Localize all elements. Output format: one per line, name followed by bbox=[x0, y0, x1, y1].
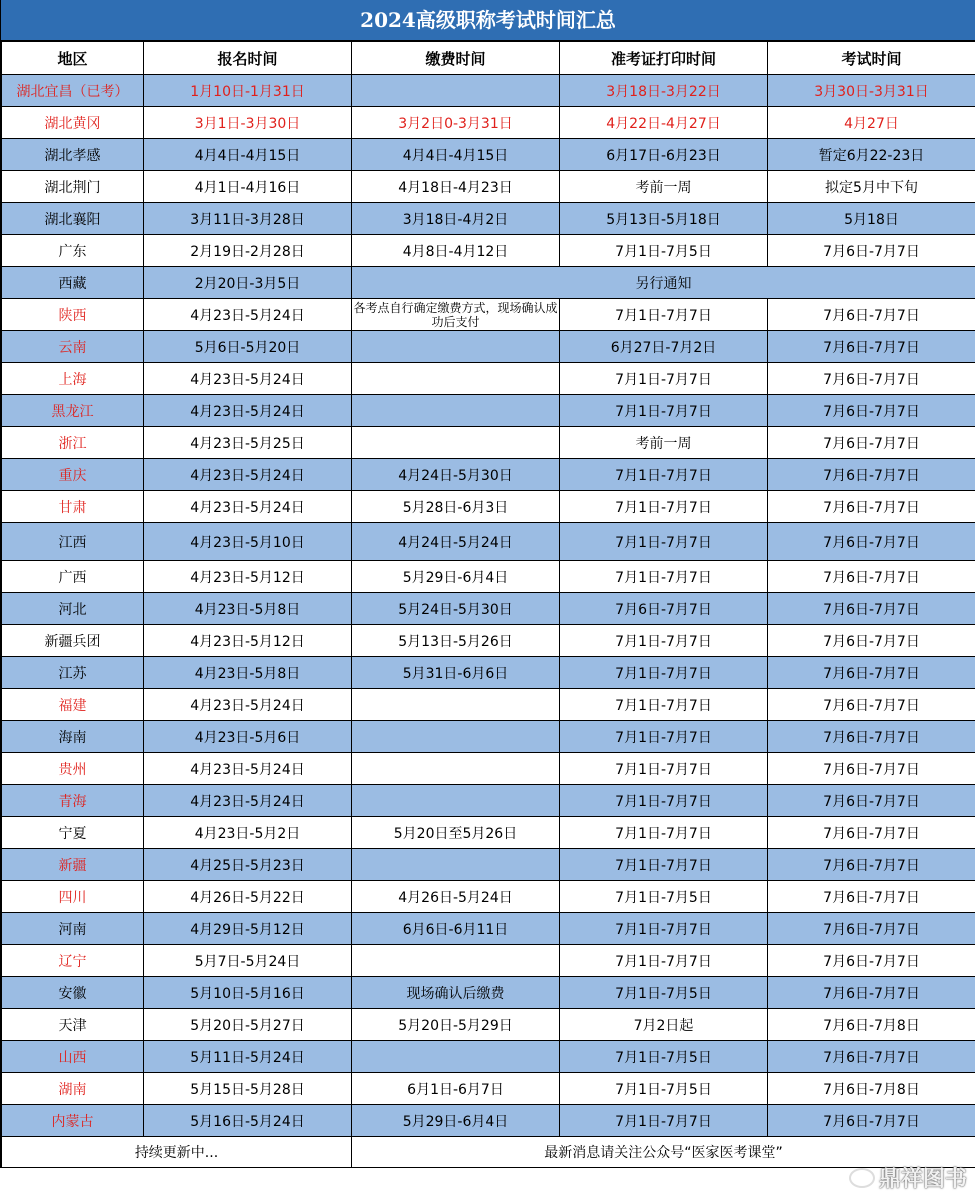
region-cell: 广西 bbox=[2, 561, 144, 593]
registration-cell: 4月29日-5月12日 bbox=[144, 913, 352, 945]
payment-cell bbox=[352, 945, 560, 977]
schedule-table bbox=[1, 41, 975, 1168]
registration-cell: 4月23日-5月12日 bbox=[144, 625, 352, 657]
registration-cell: 4月23日-5月24日 bbox=[144, 459, 352, 491]
region-cell: 湖北襄阳 bbox=[2, 203, 144, 235]
region-cell: 海南 bbox=[2, 721, 144, 753]
registration-cell: 4月23日-5月24日 bbox=[144, 753, 352, 785]
exam-cell: 7月6日-7月7日 bbox=[768, 817, 975, 849]
registration-cell: 5月10日-5月16日 bbox=[144, 977, 352, 1009]
header-payment: 缴费时间 bbox=[352, 42, 560, 75]
region-cell: 湖北荆门 bbox=[2, 171, 144, 203]
registration-cell: 4月23日-5月25日 bbox=[144, 427, 352, 459]
header-registration: 报名时间 bbox=[144, 42, 352, 75]
registration-cell: 4月23日-5月24日 bbox=[144, 299, 352, 331]
region-cell: 新疆兵团 bbox=[2, 625, 144, 657]
exam-cell: 7月6日-7月7日 bbox=[768, 363, 975, 395]
exam-cell: 7月6日-7月8日 bbox=[768, 1073, 975, 1105]
table-row bbox=[2, 593, 975, 625]
admission-print-cell: 7月1日-7月5日 bbox=[560, 1073, 768, 1105]
exam-cell: 7月6日-7月7日 bbox=[768, 561, 975, 593]
exam-cell: 7月6日-7月7日 bbox=[768, 1041, 975, 1073]
registration-cell: 5月7日-5月24日 bbox=[144, 945, 352, 977]
table-row bbox=[2, 75, 975, 107]
admission-print-cell: 7月1日-7月7日 bbox=[560, 913, 768, 945]
registration-cell: 3月1日-3月30日 bbox=[144, 107, 352, 139]
payment-cell: 5月24日-5月30日 bbox=[352, 593, 560, 625]
registration-cell: 5月11日-5月24日 bbox=[144, 1041, 352, 1073]
region-cell: 天津 bbox=[2, 1009, 144, 1041]
table-row bbox=[2, 657, 975, 689]
payment-cell: 5月20日至5月26日 bbox=[352, 817, 560, 849]
table-row bbox=[2, 139, 975, 171]
registration-cell: 4月23日-5月6日 bbox=[144, 721, 352, 753]
payment-cell: 各考点自行确定缴费方式，现场确认成功后支付 bbox=[353, 300, 558, 329]
table-title: 2024高级职称考试时间汇总 bbox=[1, 0, 975, 41]
registration-cell: 4月4日-4月15日 bbox=[144, 139, 352, 171]
table-row bbox=[2, 561, 975, 593]
registration-cell: 5月6日-5月20日 bbox=[144, 331, 352, 363]
payment-cell: 5月31日-6月6日 bbox=[352, 657, 560, 689]
exam-cell: 拟定5月中下旬 bbox=[768, 171, 975, 203]
region-cell: 广东 bbox=[2, 235, 144, 267]
header-admission-print: 准考证打印时间 bbox=[560, 42, 768, 75]
exam-cell: 7月6日-7月7日 bbox=[768, 395, 975, 427]
table-row bbox=[2, 1073, 975, 1105]
admission-print-cell: 7月1日-7月7日 bbox=[560, 363, 768, 395]
admission-print-cell: 7月1日-7月7日 bbox=[560, 625, 768, 657]
table-row bbox=[2, 945, 975, 977]
exam-cell: 7月6日-7月7日 bbox=[768, 913, 975, 945]
admission-print-cell: 7月1日-7月5日 bbox=[560, 1041, 768, 1073]
payment-cell bbox=[352, 395, 560, 427]
payment-cell bbox=[352, 1041, 560, 1073]
payment-cell: 5月29日-6月4日 bbox=[352, 1105, 560, 1137]
exam-cell: 7月6日-7月7日 bbox=[768, 625, 975, 657]
region-cell: 湖北孝感 bbox=[2, 139, 144, 171]
table-row bbox=[2, 427, 975, 459]
payment-cell bbox=[352, 753, 560, 785]
exam-cell: 7月6日-7月7日 bbox=[768, 977, 975, 1009]
admission-print-cell: 7月1日-7月7日 bbox=[560, 491, 768, 523]
table-row bbox=[2, 625, 975, 657]
region-cell: 陕西 bbox=[2, 299, 144, 331]
admission-print-cell: 7月1日-7月7日 bbox=[560, 785, 768, 817]
exam-cell: 7月6日-7月7日 bbox=[768, 785, 975, 817]
payment-cell: 5月29日-6月4日 bbox=[352, 561, 560, 593]
exam-cell: 7月6日-7月7日 bbox=[768, 593, 975, 625]
region-cell: 西藏 bbox=[2, 267, 144, 299]
table-row bbox=[2, 1009, 975, 1041]
table-row bbox=[2, 721, 975, 753]
exam-cell: 7月6日-7月7日 bbox=[768, 945, 975, 977]
admission-print-cell: 7月6日-7月7日 bbox=[560, 593, 768, 625]
payment-cell: 5月13日-5月26日 bbox=[352, 625, 560, 657]
notice-cell: 另行通知 bbox=[352, 267, 975, 299]
table-row bbox=[2, 395, 975, 427]
registration-cell: 1月10日-1月31日 bbox=[144, 75, 352, 107]
table-row bbox=[2, 523, 975, 561]
payment-cell bbox=[352, 721, 560, 753]
header-exam: 考试时间 bbox=[768, 42, 975, 75]
admission-print-cell: 7月1日-7月7日 bbox=[560, 299, 768, 331]
admission-print-cell: 考前一周 bbox=[560, 427, 768, 459]
admission-print-cell: 3月18日-3月22日 bbox=[560, 75, 768, 107]
exam-cell: 7月6日-7月7日 bbox=[768, 459, 975, 491]
admission-print-cell: 7月1日-7月7日 bbox=[560, 689, 768, 721]
payment-cell: 6月1日-6月7日 bbox=[352, 1073, 560, 1105]
region-cell: 青海 bbox=[2, 785, 144, 817]
table-row bbox=[2, 1105, 975, 1137]
payment-cell bbox=[352, 849, 560, 881]
payment-cell bbox=[352, 785, 560, 817]
exam-cell: 7月6日-7月7日 bbox=[768, 689, 975, 721]
watermark-text: 鼎祥图书 bbox=[878, 1167, 967, 1192]
exam-cell: 7月6日-7月7日 bbox=[768, 299, 975, 331]
exam-cell: 7月6日-7月7日 bbox=[768, 849, 975, 881]
exam-cell: 3月30日-3月31日 bbox=[768, 75, 975, 107]
table-row bbox=[2, 459, 975, 491]
region-cell: 河南 bbox=[2, 913, 144, 945]
registration-cell: 2月20日-3月5日 bbox=[144, 267, 352, 299]
registration-cell: 4月26日-5月22日 bbox=[144, 881, 352, 913]
admission-print-cell: 7月1日-7月5日 bbox=[560, 235, 768, 267]
registration-cell: 4月23日-5月8日 bbox=[144, 657, 352, 689]
region-cell: 辽宁 bbox=[2, 945, 144, 977]
region-cell: 湖南 bbox=[2, 1073, 144, 1105]
payment-cell bbox=[352, 427, 560, 459]
admission-print-cell: 7月1日-7月7日 bbox=[560, 459, 768, 491]
payment-cell bbox=[352, 331, 560, 363]
registration-cell: 3月11日-3月28日 bbox=[144, 203, 352, 235]
exam-cell: 5月18日 bbox=[768, 203, 975, 235]
table-row bbox=[2, 977, 975, 1009]
registration-cell: 4月23日-5月24日 bbox=[144, 785, 352, 817]
admission-print-cell: 6月17日-6月23日 bbox=[560, 139, 768, 171]
exam-cell: 7月6日-7月7日 bbox=[768, 721, 975, 753]
table-row bbox=[2, 203, 975, 235]
payment-cell bbox=[352, 363, 560, 395]
admission-print-cell: 5月13日-5月18日 bbox=[560, 203, 768, 235]
region-cell: 山西 bbox=[2, 1041, 144, 1073]
table-row bbox=[2, 331, 975, 363]
payment-cell: 4月4日-4月15日 bbox=[352, 139, 560, 171]
table-row bbox=[2, 1041, 975, 1073]
exam-cell: 7月6日-7月8日 bbox=[768, 1009, 975, 1041]
payment-cell bbox=[352, 75, 560, 107]
admission-print-cell: 7月1日-7月7日 bbox=[560, 817, 768, 849]
registration-cell: 5月16日-5月24日 bbox=[144, 1105, 352, 1137]
admission-print-cell: 7月1日-7月5日 bbox=[560, 881, 768, 913]
admission-print-cell: 考前一周 bbox=[560, 171, 768, 203]
payment-cell: 4月26日-5月24日 bbox=[352, 881, 560, 913]
exam-cell: 7月6日-7月7日 bbox=[768, 523, 975, 561]
table-row bbox=[2, 913, 975, 945]
exam-cell: 7月6日-7月7日 bbox=[768, 427, 975, 459]
exam-cell: 7月6日-7月7日 bbox=[768, 657, 975, 689]
footer-left-note: 持续更新中... bbox=[2, 1137, 352, 1168]
admission-print-cell: 6月27日-7月2日 bbox=[560, 331, 768, 363]
exam-cell: 7月6日-7月7日 bbox=[768, 235, 975, 267]
payment-cell: 4月24日-5月24日 bbox=[352, 523, 560, 561]
region-cell: 甘肃 bbox=[2, 491, 144, 523]
exam-cell: 7月6日-7月7日 bbox=[768, 753, 975, 785]
registration-cell: 4月23日-5月24日 bbox=[144, 491, 352, 523]
table-row bbox=[2, 107, 975, 139]
table-row bbox=[2, 817, 975, 849]
table-row bbox=[2, 753, 975, 785]
watermark bbox=[849, 1162, 967, 1193]
registration-cell: 4月23日-5月24日 bbox=[144, 395, 352, 427]
admission-print-cell: 7月1日-7月7日 bbox=[560, 395, 768, 427]
table-row bbox=[2, 171, 975, 203]
region-cell: 黑龙江 bbox=[2, 395, 144, 427]
table-row bbox=[2, 849, 975, 881]
registration-cell: 4月23日-5月24日 bbox=[144, 363, 352, 395]
registration-cell: 4月25日-5月23日 bbox=[144, 849, 352, 881]
payment-cell bbox=[352, 689, 560, 721]
table-row bbox=[2, 267, 975, 299]
payment-cell: 5月28日-6月3日 bbox=[352, 491, 560, 523]
region-cell: 四川 bbox=[2, 881, 144, 913]
region-cell: 宁夏 bbox=[2, 817, 144, 849]
exam-cell: 7月6日-7月7日 bbox=[768, 1105, 975, 1137]
registration-cell: 2月19日-2月28日 bbox=[144, 235, 352, 267]
payment-cell: 现场确认后缴费 bbox=[352, 977, 560, 1009]
registration-cell: 4月23日-5月12日 bbox=[144, 561, 352, 593]
admission-print-cell: 7月1日-7月7日 bbox=[560, 657, 768, 689]
registration-cell: 4月1日-4月16日 bbox=[144, 171, 352, 203]
region-cell: 福建 bbox=[2, 689, 144, 721]
region-cell: 云南 bbox=[2, 331, 144, 363]
region-cell: 河北 bbox=[2, 593, 144, 625]
table-row bbox=[2, 363, 975, 395]
footer-row bbox=[2, 1137, 975, 1168]
table-row bbox=[2, 235, 975, 267]
region-cell: 新疆 bbox=[2, 849, 144, 881]
exam-cell: 暂定6月22-23日 bbox=[768, 139, 975, 171]
exam-cell: 7月6日-7月7日 bbox=[768, 491, 975, 523]
admission-print-cell: 4月22日-4月27日 bbox=[560, 107, 768, 139]
footer-right-note: 最新消息请关注公众号“医家医考课堂” bbox=[352, 1137, 975, 1168]
weibo-icon bbox=[849, 1168, 875, 1188]
payment-cell: 6月6日-6月11日 bbox=[352, 913, 560, 945]
table-row bbox=[2, 299, 975, 331]
region-cell: 浙江 bbox=[2, 427, 144, 459]
registration-cell: 5月20日-5月27日 bbox=[144, 1009, 352, 1041]
table-row bbox=[2, 785, 975, 817]
region-cell: 内蒙古 bbox=[2, 1105, 144, 1137]
region-cell: 贵州 bbox=[2, 753, 144, 785]
admission-print-cell: 7月1日-7月7日 bbox=[560, 753, 768, 785]
region-cell: 安徽 bbox=[2, 977, 144, 1009]
region-cell: 江苏 bbox=[2, 657, 144, 689]
exam-cell: 7月6日-7月7日 bbox=[768, 331, 975, 363]
payment-cell: 3月18日-4月2日 bbox=[352, 203, 560, 235]
admission-print-cell: 7月1日-7月7日 bbox=[560, 1105, 768, 1137]
admission-print-cell: 7月1日-7月7日 bbox=[560, 561, 768, 593]
header-region: 地区 bbox=[2, 42, 144, 75]
registration-cell: 4月23日-5月2日 bbox=[144, 817, 352, 849]
region-cell: 重庆 bbox=[2, 459, 144, 491]
region-cell: 湖北黄冈 bbox=[2, 107, 144, 139]
payment-cell: 4月24日-5月30日 bbox=[352, 459, 560, 491]
region-cell: 江西 bbox=[2, 523, 144, 561]
exam-cell: 4月27日 bbox=[768, 107, 975, 139]
header-row bbox=[2, 42, 975, 75]
registration-cell: 4月23日-5月8日 bbox=[144, 593, 352, 625]
registration-cell: 5月15日-5月28日 bbox=[144, 1073, 352, 1105]
region-cell: 上海 bbox=[2, 363, 144, 395]
registration-cell: 4月23日-5月24日 bbox=[144, 689, 352, 721]
table-row bbox=[2, 689, 975, 721]
region-cell: 湖北宜昌（已考） bbox=[2, 75, 144, 107]
admission-print-cell: 7月1日-7月5日 bbox=[560, 977, 768, 1009]
exam-cell: 7月6日-7月7日 bbox=[768, 881, 975, 913]
admission-print-cell: 7月1日-7月7日 bbox=[560, 523, 768, 561]
admission-print-cell: 7月1日-7月7日 bbox=[560, 721, 768, 753]
admission-print-cell: 7月2日起 bbox=[560, 1009, 768, 1041]
payment-cell: 4月18日-4月23日 bbox=[352, 171, 560, 203]
table-row bbox=[2, 491, 975, 523]
admission-print-cell: 7月1日-7月7日 bbox=[560, 945, 768, 977]
payment-cell: 5月20日-5月29日 bbox=[352, 1009, 560, 1041]
payment-cell: 4月8日-4月12日 bbox=[352, 235, 560, 267]
table-row bbox=[2, 881, 975, 913]
registration-cell: 4月23日-5月10日 bbox=[144, 523, 352, 561]
admission-print-cell: 7月1日-7月7日 bbox=[560, 849, 768, 881]
payment-cell: 3月2日0-3月31日 bbox=[352, 107, 560, 139]
